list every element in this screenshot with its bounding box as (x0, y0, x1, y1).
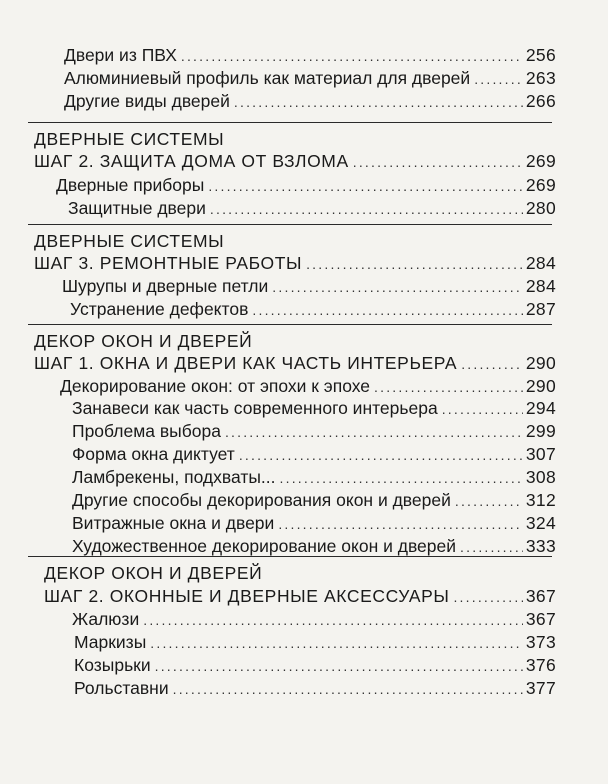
toc-entry-page: 324 (525, 513, 556, 533)
section-divider (28, 224, 552, 225)
toc-entry-page: 290 (525, 353, 556, 373)
section-heading: ДЕКОР ОКОН И ДВЕРЕЙ (34, 331, 253, 351)
toc-entry[interactable] (74, 654, 556, 677)
toc-entry-page: 263 (525, 68, 556, 88)
toc-entry-page: 269 (525, 175, 556, 195)
toc-entry[interactable] (72, 466, 556, 489)
toc-entry-page: 299 (525, 421, 556, 441)
toc-entry-page: 367 (525, 609, 556, 629)
leader-dots (225, 421, 523, 443)
leader-dots (181, 45, 523, 67)
leader-dots (461, 353, 523, 375)
leader-dots (474, 68, 523, 90)
toc-entry-page: 308 (525, 467, 556, 487)
section-heading: ДВЕРНЫЕ СИСТЕМЫ (34, 231, 225, 251)
toc-entry[interactable] (74, 677, 556, 700)
toc-entry-label: Устранение дефектов (70, 299, 249, 319)
toc-entry-label: Форма окна диктует (72, 444, 235, 464)
leader-dots (306, 253, 523, 275)
toc-entry-page: 367 (525, 586, 556, 606)
toc-entry-page: 377 (525, 678, 556, 698)
toc-entry[interactable] (72, 608, 556, 631)
toc-entry-label: Проблема выбора (72, 421, 221, 441)
leader-dots (374, 376, 523, 398)
leader-dots (272, 276, 523, 298)
toc-entry-label: ШАГ 3. РЕМОНТНЫЕ РАБОТЫ (34, 253, 303, 273)
leader-dots (239, 444, 523, 466)
toc-entry-label: Маркизы (74, 632, 147, 652)
toc-chapter-entry[interactable] (44, 585, 556, 608)
section-divider (28, 556, 552, 557)
toc-entry-page: 312 (525, 490, 556, 510)
toc-entry-label: Жалюзи (72, 609, 140, 629)
toc-entry-label: Другие виды дверей (64, 91, 230, 111)
leader-dots (173, 678, 523, 700)
toc-entry-label: Шурупы и дверные петли (62, 276, 269, 296)
toc-entry[interactable] (72, 397, 556, 420)
leader-dots (208, 175, 523, 197)
toc-entry[interactable] (72, 420, 556, 443)
toc-entry-page: 266 (525, 91, 556, 111)
toc-entry-page: 284 (525, 253, 556, 273)
toc-entry-page: 256 (525, 45, 556, 65)
leader-dots (143, 609, 523, 631)
leader-dots (150, 632, 523, 654)
toc-entry[interactable] (64, 67, 556, 90)
toc-entry[interactable] (56, 174, 556, 197)
toc-entry-page: 373 (525, 632, 556, 652)
toc-entry-page: 284 (525, 276, 556, 296)
toc-entry-label: Козырьки (74, 655, 151, 675)
toc-entry-label: Алюминиевый профиль как материал для дверей (64, 68, 471, 88)
toc-chapter-entry[interactable] (34, 352, 556, 375)
toc-entry-label: Художественное декорирование окон и дверей (72, 536, 457, 556)
toc-entry-label: Другие способы декорирования окон и дверей (72, 490, 451, 510)
toc-entry-page: 307 (525, 444, 556, 464)
toc-entry[interactable] (72, 489, 556, 512)
leader-dots (155, 655, 523, 677)
toc-entry[interactable] (72, 535, 556, 558)
leader-dots (252, 299, 523, 321)
toc-entry[interactable] (64, 44, 556, 67)
leader-dots (442, 398, 523, 420)
toc-entry-label: Двери из ПВХ (64, 45, 177, 65)
toc-entry[interactable] (74, 631, 556, 654)
section-heading: ДЕКОР ОКОН И ДВЕРЕЙ (44, 563, 263, 583)
toc-entry-label: Занавеси как часть современного интерьера (72, 398, 438, 418)
toc-entry-page: 294 (525, 398, 556, 418)
toc-entry[interactable] (64, 90, 556, 113)
section-heading: ДВЕРНЫЕ СИСТЕМЫ (34, 129, 225, 149)
toc-entry-page: 269 (525, 151, 556, 171)
toc-entry[interactable] (72, 512, 556, 535)
toc-entry[interactable] (60, 375, 556, 398)
toc-entry-page: 287 (525, 299, 556, 319)
toc-entry[interactable] (70, 298, 556, 321)
leader-dots (210, 198, 523, 220)
toc-entry-label: Дверные приборы (56, 175, 205, 195)
toc-entry-label: Защитные двери (68, 198, 206, 218)
toc-entry-label: Витражные окна и двери (72, 513, 275, 533)
leader-dots (234, 91, 523, 113)
toc-chapter-entry[interactable] (34, 150, 556, 173)
leader-dots (453, 586, 522, 608)
leader-dots (353, 151, 523, 173)
section-divider (28, 122, 552, 123)
leader-dots (460, 536, 523, 558)
section-divider (28, 324, 552, 325)
leader-dots (278, 513, 523, 535)
toc-entry[interactable] (72, 443, 556, 466)
toc-entry-page: 280 (525, 198, 556, 218)
toc-entry-page: 376 (525, 655, 556, 675)
toc-entry-page: 290 (525, 376, 556, 396)
toc-chapter-entry[interactable] (34, 252, 556, 275)
leader-dots (455, 490, 523, 512)
toc-entry[interactable] (62, 275, 556, 298)
toc-entry-label: ШАГ 1. ОКНА И ДВЕРИ КАК ЧАСТЬ ИНТЕРЬЕРА (34, 353, 458, 373)
toc-entry-label: Ламбрекены, подхваты... (72, 467, 276, 487)
toc-entry-page: 333 (525, 536, 556, 556)
leader-dots (280, 467, 523, 489)
toc-entry-label: Декорирование окон: от эпохи к эпохе (60, 376, 371, 396)
toc-entry[interactable] (68, 197, 556, 220)
toc-entry-label: ШАГ 2. ОКОННЫЕ И ДВЕРНЫЕ АКСЕССУАРЫ (44, 586, 450, 606)
toc-entry-label: ШАГ 2. ЗАЩИТА ДОМА ОТ ВЗЛОМА (34, 151, 349, 171)
toc-entry-label: Рольставни (74, 678, 169, 698)
